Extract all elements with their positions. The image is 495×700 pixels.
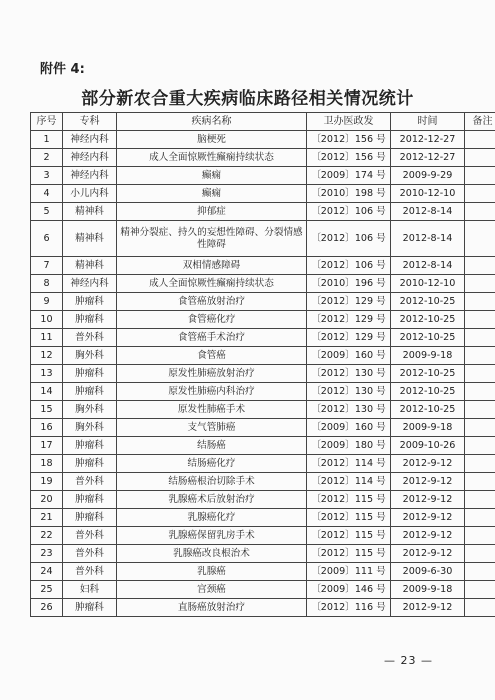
table-row [31, 419, 495, 437]
cell-date: 2012-8-14 [391, 203, 465, 221]
cell-note [465, 275, 495, 293]
cell-disease: 成人全面惊厥性癫痫持续状态 [117, 149, 307, 167]
cell-dept: 小儿内科 [63, 185, 117, 203]
cell-no: 2 [31, 149, 63, 167]
cell-date: 2012-10-25 [391, 401, 465, 419]
cell-disease: 抑郁症 [117, 203, 307, 221]
table-row [31, 293, 495, 311]
cell-dept: 精神科 [63, 257, 117, 275]
cell-doc: 〔2012〕129 号 [307, 329, 391, 347]
table-row [31, 509, 495, 527]
cell-doc: 〔2012〕106 号 [307, 221, 391, 257]
header-note: 备注 [465, 113, 495, 131]
cell-no: 15 [31, 401, 63, 419]
cell-note [465, 203, 495, 221]
page-title: 部分新农合重大疾病临床路径相关情况统计 [81, 89, 414, 109]
cell-dept: 神经内科 [63, 167, 117, 185]
attachment-label: 附件 4: [40, 62, 85, 77]
header-disease: 疾病名称 [117, 113, 307, 131]
table-row [31, 347, 495, 365]
cell-dept: 神经内科 [63, 131, 117, 149]
cell-no: 26 [31, 599, 63, 617]
cell-doc: 〔2012〕129 号 [307, 293, 391, 311]
page-number: — 23 — [384, 654, 433, 667]
cell-no: 4 [31, 185, 63, 203]
cell-dept: 肿瘤科 [63, 383, 117, 401]
cell-doc: 〔2009〕160 号 [307, 347, 391, 365]
table-row [31, 185, 495, 203]
table-row [31, 329, 495, 347]
cell-note [465, 185, 495, 203]
cell-date: 2009-10-26 [391, 437, 465, 455]
cell-doc: 〔2010〕198 号 [307, 185, 391, 203]
cell-date: 2012-10-25 [391, 293, 465, 311]
cell-note [465, 293, 495, 311]
cell-disease: 成人全面惊厥性癫痫持续状态 [117, 275, 307, 293]
cell-note [465, 563, 495, 581]
cell-date: 2009-9-18 [391, 419, 465, 437]
cell-date: 2012-9-12 [391, 455, 465, 473]
cell-dept: 胸外科 [63, 401, 117, 419]
cell-doc: 〔2009〕160 号 [307, 419, 391, 437]
cell-doc: 〔2012〕115 号 [307, 491, 391, 509]
cell-note [465, 401, 495, 419]
cell-disease: 精神分裂症、持久的妄想性障碍、分裂情感性障碍 [117, 221, 307, 257]
cell-date: 2010-12-10 [391, 185, 465, 203]
cell-note [465, 383, 495, 401]
cell-note [465, 329, 495, 347]
cell-no: 24 [31, 563, 63, 581]
cell-no: 10 [31, 311, 63, 329]
cell-dept: 精神科 [63, 221, 117, 257]
cell-disease: 乳腺癌化疗 [117, 509, 307, 527]
cell-dept: 普外科 [63, 545, 117, 563]
cell-no: 11 [31, 329, 63, 347]
cell-no: 13 [31, 365, 63, 383]
cell-dept: 肿瘤科 [63, 509, 117, 527]
cell-dept: 神经内科 [63, 149, 117, 167]
cell-dept: 精神科 [63, 203, 117, 221]
cell-no: 1 [31, 131, 63, 149]
cell-no: 17 [31, 437, 63, 455]
cell-date: 2010-12-10 [391, 275, 465, 293]
table-row [31, 401, 495, 419]
table-row [31, 275, 495, 293]
cell-no: 3 [31, 167, 63, 185]
cell-disease: 乳腺癌术后放射治疗 [117, 491, 307, 509]
cell-date: 2012-12-27 [391, 131, 465, 149]
cell-disease: 食管癌化疗 [117, 311, 307, 329]
cell-dept: 肿瘤科 [63, 491, 117, 509]
cell-doc: 〔2012〕130 号 [307, 365, 391, 383]
cell-doc: 〔2012〕130 号 [307, 401, 391, 419]
cell-dept: 肿瘤科 [63, 311, 117, 329]
cell-disease: 直肠癌放射治疗 [117, 599, 307, 617]
cell-disease: 癫痫 [117, 167, 307, 185]
cell-dept: 肿瘤科 [63, 599, 117, 617]
cell-date: 2009-9-29 [391, 167, 465, 185]
cell-no: 20 [31, 491, 63, 509]
table-row [31, 527, 495, 545]
cell-note [465, 509, 495, 527]
table-row [31, 563, 495, 581]
cell-note [465, 599, 495, 617]
cell-doc: 〔2012〕156 号 [307, 149, 391, 167]
cell-doc: 〔2009〕174 号 [307, 167, 391, 185]
cell-note [465, 491, 495, 509]
cell-no: 9 [31, 293, 63, 311]
cell-dept: 肿瘤科 [63, 293, 117, 311]
cell-doc: 〔2010〕196 号 [307, 275, 391, 293]
table-row [31, 599, 495, 617]
table-row [31, 257, 495, 275]
cell-date: 2012-9-12 [391, 473, 465, 491]
cell-note [465, 437, 495, 455]
header-no: 序号 [31, 113, 63, 131]
cell-dept: 肿瘤科 [63, 437, 117, 455]
cell-doc: 〔2012〕156 号 [307, 131, 391, 149]
cell-disease: 食管癌 [117, 347, 307, 365]
cell-disease: 原发性肺癌内科治疗 [117, 383, 307, 401]
cell-doc: 〔2012〕115 号 [307, 509, 391, 527]
cell-disease: 食管癌放射治疗 [117, 293, 307, 311]
cell-doc: 〔2012〕116 号 [307, 599, 391, 617]
cell-doc: 〔2009〕111 号 [307, 563, 391, 581]
cell-note [465, 365, 495, 383]
cell-date: 2012-9-12 [391, 545, 465, 563]
cell-dept: 普外科 [63, 563, 117, 581]
cell-dept: 肿瘤科 [63, 365, 117, 383]
cell-doc: 〔2012〕106 号 [307, 257, 391, 275]
cell-disease: 支气管肺癌 [117, 419, 307, 437]
cell-dept: 妇科 [63, 581, 117, 599]
cell-date: 2012-10-25 [391, 311, 465, 329]
cell-date: 2009-9-18 [391, 581, 465, 599]
cell-no: 7 [31, 257, 63, 275]
cell-dept: 普外科 [63, 329, 117, 347]
cell-no: 22 [31, 527, 63, 545]
cell-dept: 神经内科 [63, 275, 117, 293]
cell-note [465, 167, 495, 185]
cell-date: 2012-10-25 [391, 329, 465, 347]
cell-disease: 结肠癌 [117, 437, 307, 455]
table-row [31, 455, 495, 473]
cell-disease: 脑梗死 [117, 131, 307, 149]
cell-doc: 〔2009〕146 号 [307, 581, 391, 599]
cell-date: 2012-10-25 [391, 383, 465, 401]
cell-disease: 双相情感障碍 [117, 257, 307, 275]
table-row [31, 221, 495, 257]
cell-date: 2009-9-18 [391, 347, 465, 365]
cell-no: 19 [31, 473, 63, 491]
table-header-row [31, 113, 495, 131]
cell-disease: 原发性肺癌放射治疗 [117, 365, 307, 383]
cell-dept: 普外科 [63, 473, 117, 491]
cell-disease: 结肠癌化疗 [117, 455, 307, 473]
cell-note [465, 347, 495, 365]
header-dept: 专科 [63, 113, 117, 131]
cell-disease: 乳腺癌 [117, 563, 307, 581]
cell-disease: 原发性肺癌手术 [117, 401, 307, 419]
cell-disease: 乳腺癌保留乳房手术 [117, 527, 307, 545]
cell-date: 2012-12-27 [391, 149, 465, 167]
cell-doc: 〔2012〕115 号 [307, 527, 391, 545]
header-doc: 卫办医政发 [307, 113, 391, 131]
cell-date: 2012-9-12 [391, 509, 465, 527]
cell-date: 2012-9-12 [391, 599, 465, 617]
cell-disease: 乳腺癌改良根治术 [117, 545, 307, 563]
cell-disease: 结肠癌根治切除手术 [117, 473, 307, 491]
cell-dept: 胸外科 [63, 347, 117, 365]
cell-dept: 胸外科 [63, 419, 117, 437]
cell-note [465, 545, 495, 563]
cell-note [465, 131, 495, 149]
cell-dept: 普外科 [63, 527, 117, 545]
table-row [31, 491, 495, 509]
cell-date: 2012-8-14 [391, 221, 465, 257]
cell-no: 5 [31, 203, 63, 221]
cell-note [465, 419, 495, 437]
cell-disease: 食管癌手术治疗 [117, 329, 307, 347]
cell-date: 2012-10-25 [391, 365, 465, 383]
cell-disease: 宫颈癌 [117, 581, 307, 599]
table-row [31, 149, 495, 167]
table-row [31, 437, 495, 455]
cell-date: 2012-8-14 [391, 257, 465, 275]
table-row [31, 545, 495, 563]
table-row [31, 131, 495, 149]
cell-note [465, 455, 495, 473]
table-row [31, 167, 495, 185]
cell-no: 6 [31, 221, 63, 257]
cell-note [465, 311, 495, 329]
cell-note [465, 149, 495, 167]
header-date: 时间 [391, 113, 465, 131]
cell-date: 2009-6-30 [391, 563, 465, 581]
table-row [31, 311, 495, 329]
cell-no: 23 [31, 545, 63, 563]
cell-note [465, 257, 495, 275]
cell-no: 16 [31, 419, 63, 437]
cell-no: 8 [31, 275, 63, 293]
cell-no: 12 [31, 347, 63, 365]
cell-note [465, 527, 495, 545]
cell-doc: 〔2012〕129 号 [307, 311, 391, 329]
cell-no: 25 [31, 581, 63, 599]
cell-doc: 〔2012〕115 号 [307, 545, 391, 563]
cell-doc: 〔2012〕106 号 [307, 203, 391, 221]
table-row [31, 383, 495, 401]
cell-doc: 〔2012〕114 号 [307, 455, 391, 473]
cell-doc: 〔2012〕130 号 [307, 383, 391, 401]
table-row [31, 365, 495, 383]
cell-note [465, 221, 495, 257]
cell-disease: 癫痫 [117, 185, 307, 203]
statistics-table [30, 112, 495, 617]
cell-date: 2012-9-12 [391, 527, 465, 545]
table-row [31, 473, 495, 491]
cell-no: 18 [31, 455, 63, 473]
cell-doc: 〔2012〕114 号 [307, 473, 391, 491]
cell-doc: 〔2009〕180 号 [307, 437, 391, 455]
cell-note [465, 581, 495, 599]
cell-date: 2012-9-12 [391, 491, 465, 509]
table-row [31, 581, 495, 599]
table-row [31, 203, 495, 221]
cell-note [465, 473, 495, 491]
cell-no: 14 [31, 383, 63, 401]
cell-dept: 肿瘤科 [63, 455, 117, 473]
cell-no: 21 [31, 509, 63, 527]
